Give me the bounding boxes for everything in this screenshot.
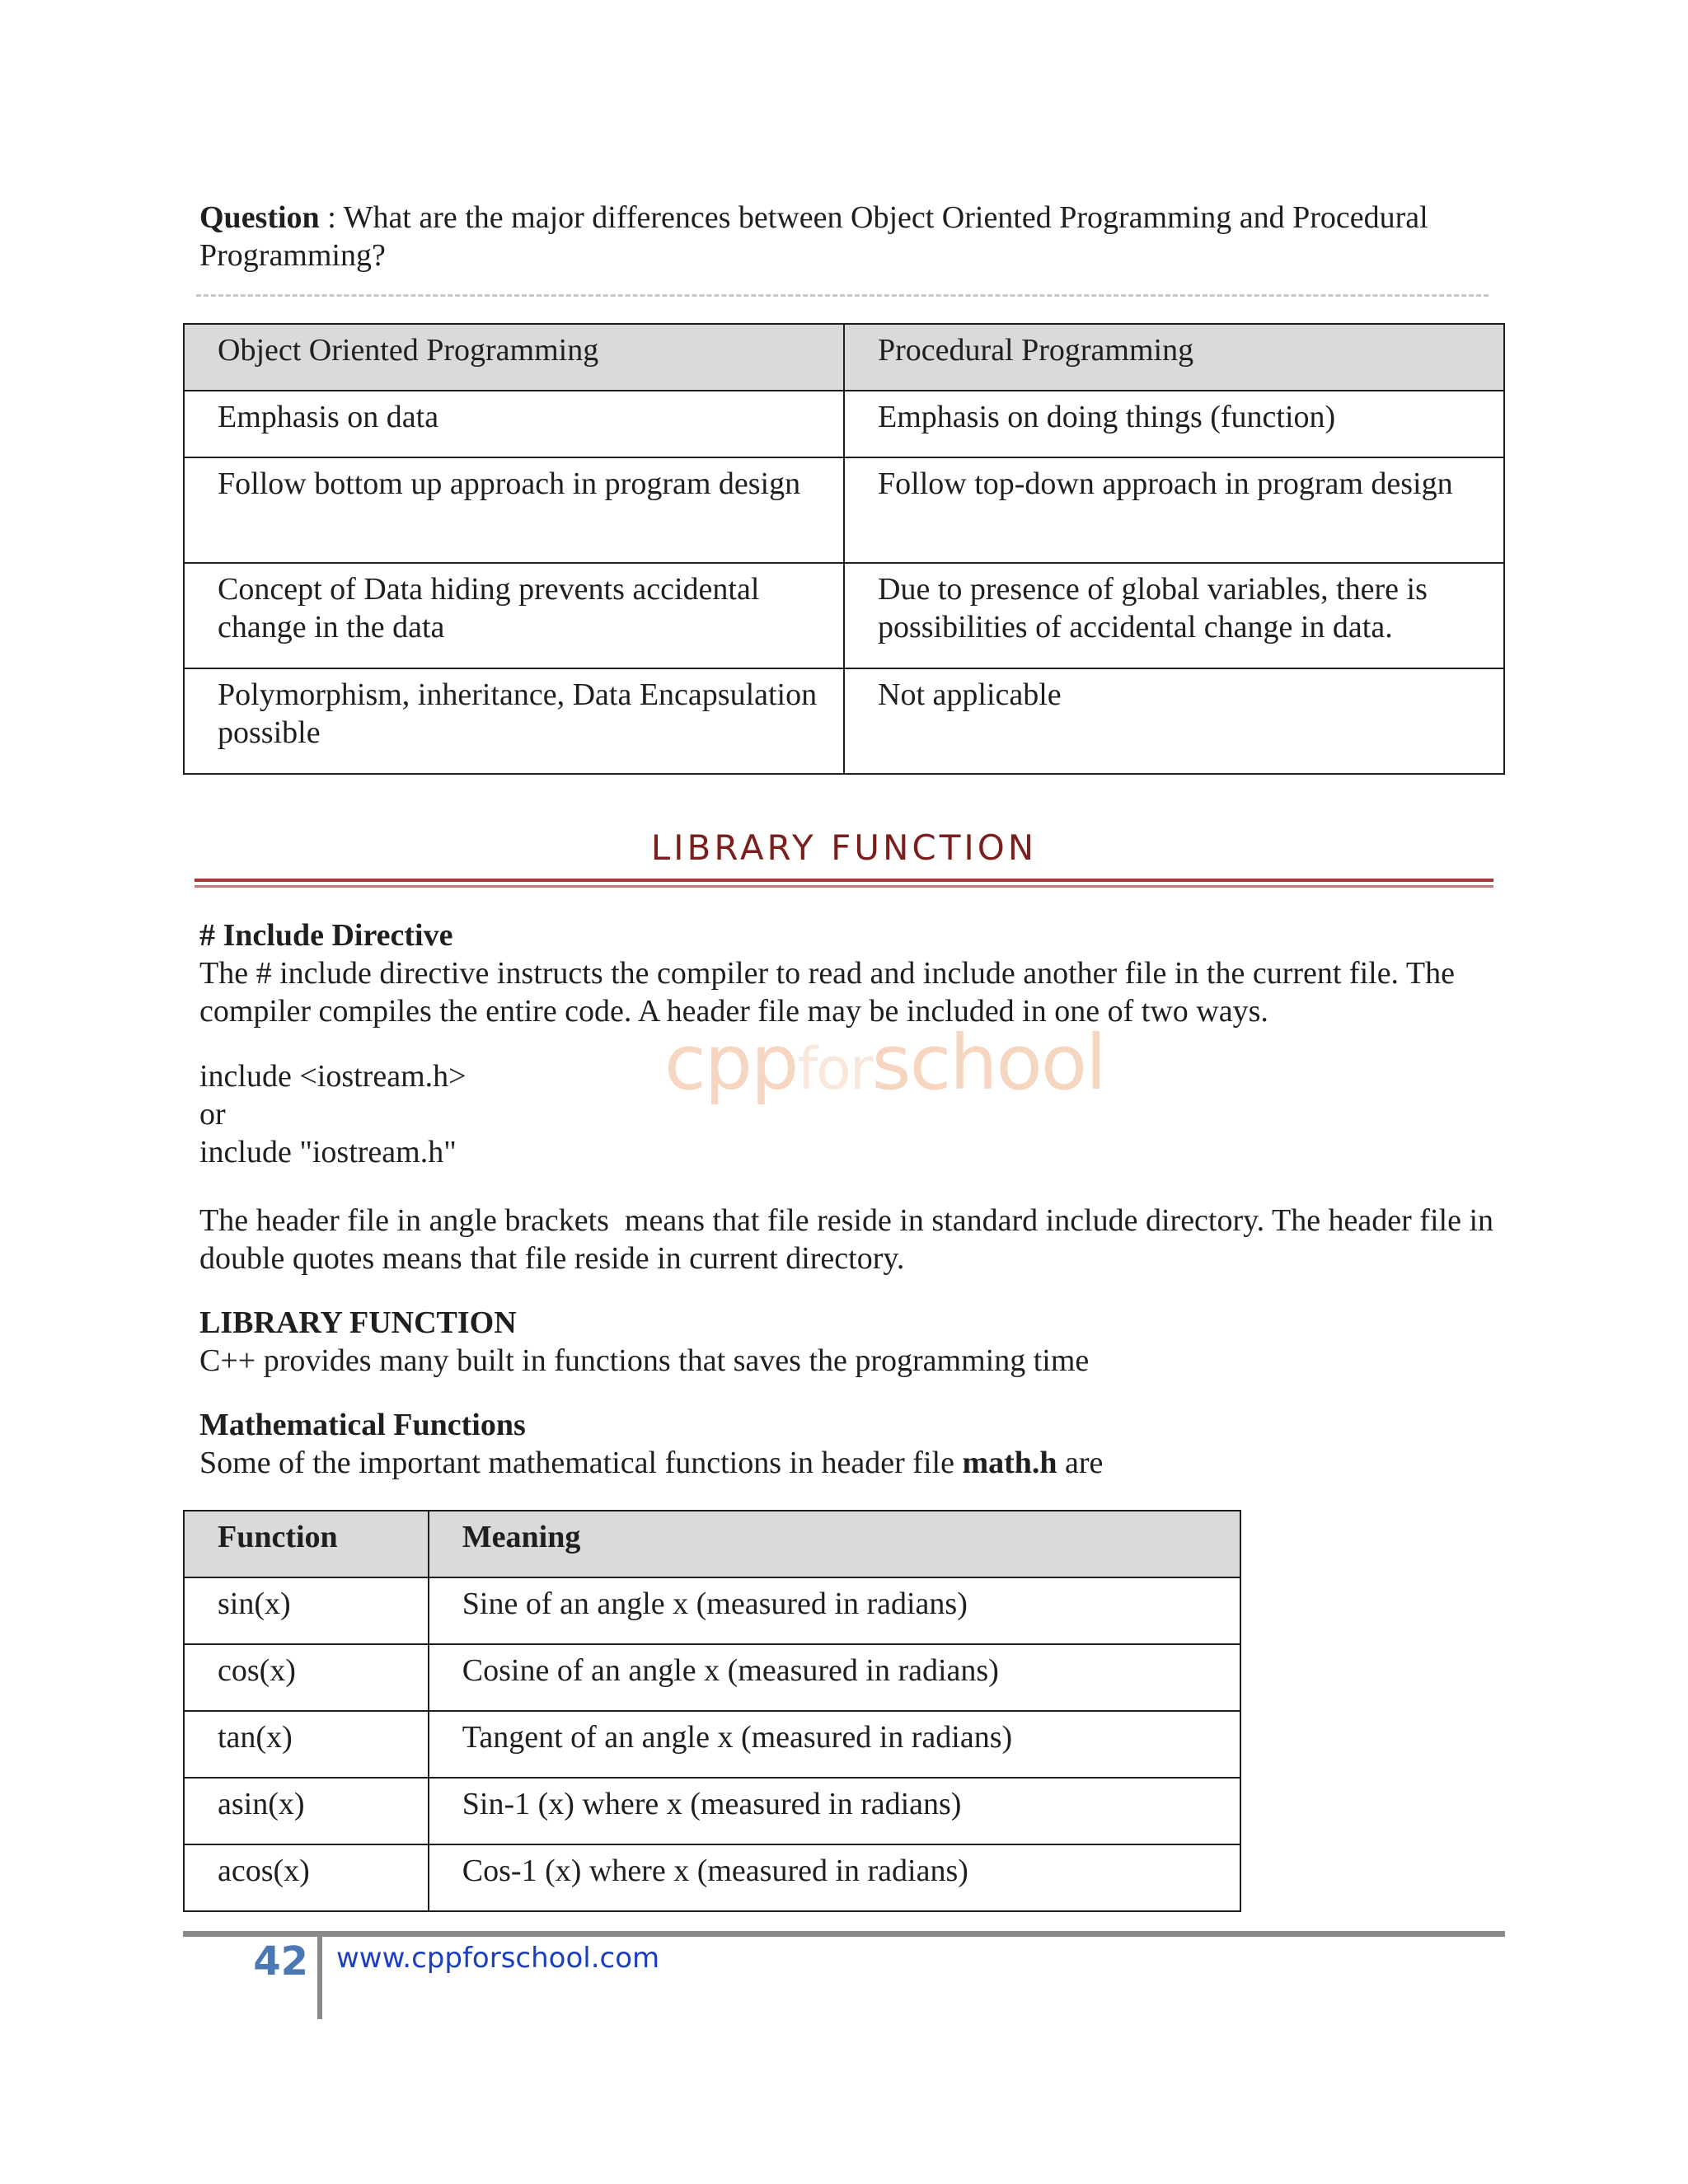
table-cell: cos(x) bbox=[184, 1644, 429, 1711]
table-cell: Cosine of an angle x (measured in radians) bbox=[429, 1644, 1240, 1711]
library-function-section bbox=[199, 1304, 1518, 1380]
math-functions-table bbox=[183, 1510, 1241, 1912]
table-cell: Tangent of an angle x (measured in radians) bbox=[429, 1711, 1240, 1778]
table-row bbox=[184, 457, 1504, 563]
header-oop: Object Oriented Programming bbox=[184, 324, 844, 391]
website-link[interactable]: www.cppforschool.com bbox=[336, 1942, 660, 1975]
include-example-angle: include <iostream.h> bbox=[199, 1059, 467, 1094]
table-cell: Sine of an angle x (measured in radians) bbox=[429, 1577, 1240, 1644]
table-cell: Sin-1 (x) where x (measured in radians) bbox=[429, 1778, 1240, 1844]
table-row bbox=[184, 391, 1504, 457]
header-procedural: Procedural Programming bbox=[844, 324, 1504, 391]
section-heading: LIBRARY FUNCTION bbox=[650, 827, 1038, 868]
table-cell: acos(x) bbox=[184, 1844, 429, 1911]
header-file-explanation: The header file in angle brackets means that file reside in standard include directory. The header file in double quotes means that file reside in current directory. bbox=[199, 1203, 1502, 1276]
heading-rule-secondary bbox=[195, 885, 1493, 888]
library-function-title: LIBRARY FUNCTION bbox=[199, 1305, 517, 1340]
page-number: 42 bbox=[253, 1938, 308, 1985]
table-cell: Due to presence of global variables, there is possibilities of accidental change in data. bbox=[844, 563, 1504, 668]
table-header-row bbox=[184, 324, 1504, 391]
include-example-or: or bbox=[199, 1097, 226, 1132]
include-directive-text: The # include directive instructs the compiler to read and include another file in the current file. The compiler compiles the entire code. A header file may be included in one of two ways. bbox=[199, 956, 1455, 1029]
table-cell: Concept of Data hiding prevents accidental change in the data bbox=[184, 563, 844, 668]
table-cell: Emphasis on data bbox=[184, 391, 844, 457]
math-functions-title: Mathematical Functions bbox=[199, 1408, 526, 1442]
table-row bbox=[184, 1844, 1240, 1911]
table-cell: sin(x) bbox=[184, 1577, 429, 1644]
header-function: Function bbox=[184, 1511, 429, 1577]
table-cell: asin(x) bbox=[184, 1778, 429, 1844]
table-cell: tan(x) bbox=[184, 1711, 429, 1778]
footer-divider bbox=[317, 1937, 322, 2019]
math-functions-section bbox=[199, 1406, 1518, 1482]
include-directive-title: # Include Directive bbox=[199, 918, 453, 953]
table-row bbox=[184, 1711, 1240, 1778]
header-meaning: Meaning bbox=[429, 1511, 1240, 1577]
table-row bbox=[184, 1577, 1240, 1644]
include-directive-section bbox=[199, 916, 1518, 1030]
table-cell: Cos-1 (x) where x (measured in radians) bbox=[429, 1844, 1240, 1911]
table-cell: Polymorphism, inheritance, Data Encapsulation possible bbox=[184, 668, 844, 774]
table-cell: Follow top-down approach in program design bbox=[844, 457, 1504, 563]
include-examples bbox=[199, 1057, 1518, 1171]
question-paragraph bbox=[199, 199, 1502, 274]
table-row bbox=[184, 668, 1504, 774]
question-label: Question bbox=[199, 200, 320, 235]
table-cell: Not applicable bbox=[844, 668, 1504, 774]
library-function-text: C++ provides many built in functions that saves the programming time bbox=[199, 1343, 1090, 1378]
table-cell: Emphasis on doing things (function) bbox=[844, 391, 1504, 457]
include-example-quotes: include "iostream.h" bbox=[199, 1135, 457, 1169]
table-header-row bbox=[184, 1511, 1240, 1577]
table-row bbox=[184, 563, 1504, 668]
heading-rule bbox=[195, 879, 1493, 882]
dashed-divider bbox=[196, 294, 1489, 297]
cppforschool-watermark-logo: cppforschool bbox=[664, 1019, 1105, 1107]
table-cell: Follow bottom up approach in program design bbox=[184, 457, 844, 563]
table-row bbox=[184, 1644, 1240, 1711]
question-text: : What are the major differences between Object Oriented Programming and Procedural Programming? bbox=[199, 200, 1428, 273]
footer-rule bbox=[183, 1931, 1505, 1937]
math-functions-intro: Some of the important mathematical functions in header file math.h are bbox=[199, 1446, 1104, 1480]
oop-vs-procedural-table bbox=[183, 323, 1505, 775]
table-row bbox=[184, 1778, 1240, 1844]
